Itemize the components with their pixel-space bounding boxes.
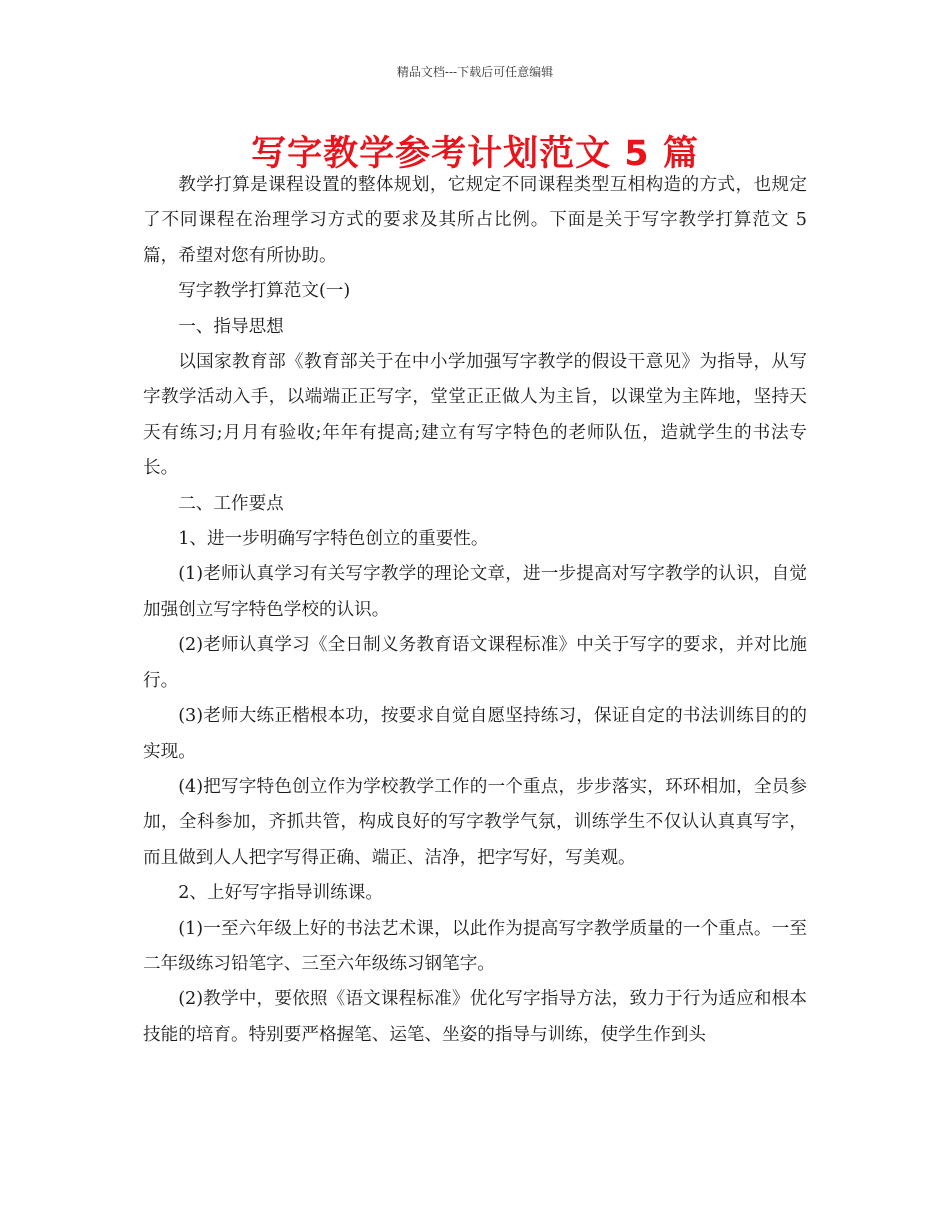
point-1-item-2: (2)老师认真学习《全日制义务教育语文课程标准》中关于写字的要求，并对比施行。	[143, 635, 807, 691]
point-1-item-4: (4)把写字特色创立作为学校教学工作的一个重点，步步落实，环环相加，全员参加，全科参加，齐抓共管，构成良好的写字教学气氛，训练学生不仅认认真真写字，而且做到人人把字写得正确、端正、洁净，把字写好，写美观。	[143, 776, 807, 868]
document-title: 写字教学参考计划范文 5 篇	[251, 134, 699, 174]
point-2-item-2: (2)教学中，要依照《语文课程标准》优化写字指导方法，致力于行为适应和根本技能的培育。特别要严格握笔、运笔、坐姿的指导与训练，使学生作到头	[143, 989, 807, 1045]
header-note: 精品文档---下载后可任意编辑	[396, 65, 554, 79]
point-1-item-1: (1)老师认真学习有关写字教学的理论文章，进一步提高对写字教学的认识，自觉加强创立写字特色学校的认识。	[143, 564, 807, 620]
heading-work-points: 二、工作要点	[178, 493, 284, 514]
document-body	[143, 168, 807, 1053]
paragraph-intro: 教学打算是课程设置的整体规划，它规定不同课程类型互相构造的方式，也规定了不同课程在治理学习方式的要求及其所占比例。下面是关于写字教学打算范文 5 篇，希望对您有所协助。	[143, 175, 807, 266]
paragraph-guiding-ideology: 以国家教育部《教育部关于在中小学加强写字教学的假设干意见》为指导，从写字教学活动入手，以端端正正写字，堂堂正正做人为主旨，以课堂为主阵地，坚持天天有练习;月月有验收;年年有提高;建立有写字特色的老师队伍，造就学生的书法专长。	[143, 352, 807, 479]
point-1-heading: 1、进一步明确写字特色创立的重要性。	[178, 529, 489, 550]
point-1-item-3: (3)老师大练正楷根本功，按要求自觉自愿坚持练习，保证自定的书法训练目的的实现。	[143, 706, 807, 762]
heading-guiding-ideology: 一、指导思想	[178, 316, 284, 337]
point-2-item-1: (1)一至六年级上好的书法艺术课，以此作为提高写字教学质量的一个重点。一至二年级练习铅笔字、三至六年级练习钢笔字。	[143, 918, 807, 974]
section-heading-sample-1: 写字教学打算范文(一)	[178, 281, 351, 302]
point-2-heading: 2、上好写字指导训练课。	[178, 883, 383, 904]
